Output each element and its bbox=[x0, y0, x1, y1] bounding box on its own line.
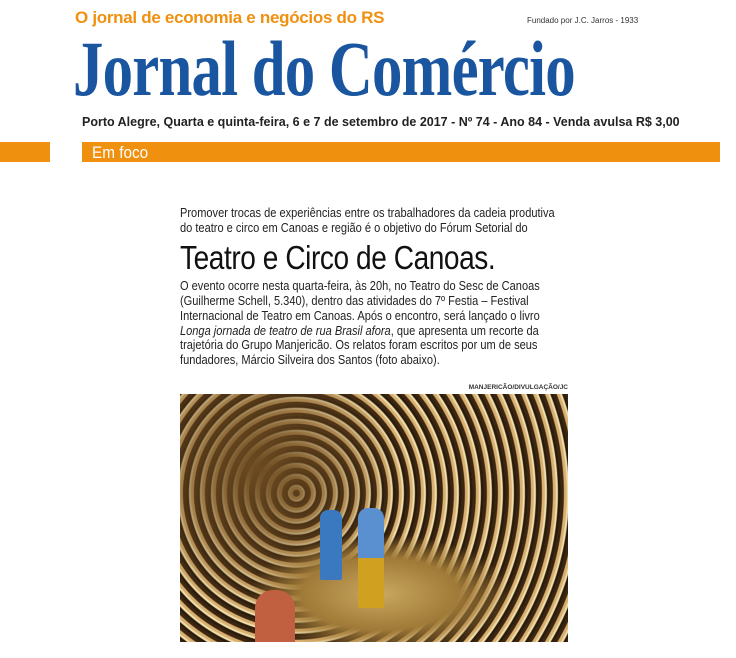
dateline: Porto Alegre, Quarta e quinta-feira, 6 e 7 de setembro de 2017 - Nº 74 - Ano 84 - Venda avulsa R$ 3,00 bbox=[82, 115, 680, 129]
body-text-2: , que apresenta um recorte da trajetória do Grupo Manjericão. Os relatos foram escritos por um de seus fundadores, Márcio Silveira dos Santos (foto abaixo). bbox=[180, 322, 539, 367]
photo-performer bbox=[358, 508, 384, 608]
section-bar bbox=[82, 142, 720, 162]
photo-spectator bbox=[255, 590, 295, 642]
section-title: Em foco bbox=[92, 143, 149, 162]
book-title: Longa jornada de teatro de rua Brasil afora bbox=[180, 322, 391, 338]
article-headline: Teatro e Circo de Canoas. bbox=[180, 239, 496, 277]
section-bar-left bbox=[0, 142, 50, 162]
article bbox=[180, 206, 569, 368]
body-text-1: O evento ocorre nesta quarta-feira, às 20h, no Teatro do Sesc de Canoas (Guilherme Schell, 5.340), dentro das atividades do 7º Festia – Festival Internacional de Teatro em Canoas. Após o encontro, será lançado o livro bbox=[180, 278, 540, 323]
article-body bbox=[180, 279, 569, 367]
tagline: O jornal de economia e negócios do RS bbox=[75, 8, 385, 27]
photo-credit: MANJERICÃO/DIVULGAÇÃO/JC bbox=[468, 384, 568, 391]
photo-performer bbox=[320, 510, 342, 580]
article-intro: Promover trocas de experiências entre os trabalhadores da cadeia produtiva do teatro e circo em Canoas e região é o objetivo do Fórum Setorial do bbox=[180, 205, 555, 235]
founded-note: Fundado por J.C. Jarros - 1933 bbox=[527, 16, 639, 25]
masthead-logo: Jornal do Comércio bbox=[73, 25, 575, 112]
